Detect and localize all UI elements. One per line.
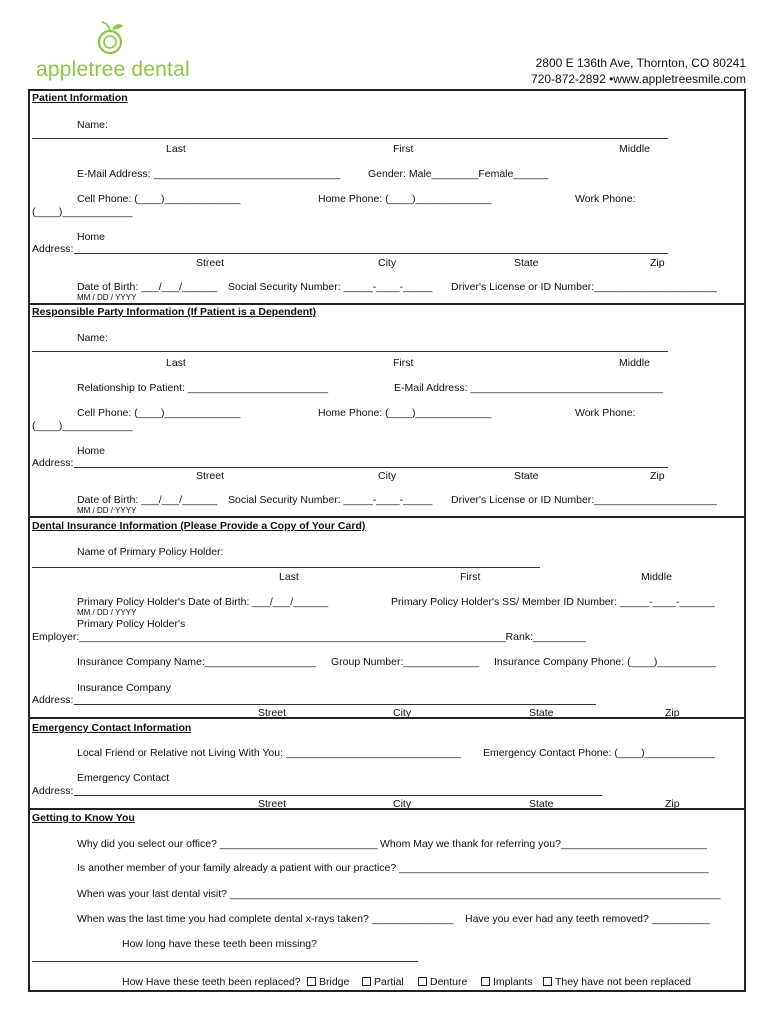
email-field[interactable]: E-Mail Address: ________________________________ (77, 168, 341, 180)
section-title-patient: Patient Information (32, 92, 128, 104)
insurance-phone-field[interactable]: Insurance Company Phone: (____)__________ (494, 656, 716, 668)
address-label: Address: (32, 243, 74, 255)
street-caption: Street (258, 798, 287, 810)
ssn-field[interactable]: Social Security Number: _____-____-_____ (228, 281, 433, 293)
zip-caption: Zip (665, 798, 680, 810)
holder-employer-label: Primary Policy Holder's (77, 618, 186, 630)
checkbox-icon[interactable] (362, 977, 371, 986)
city-caption: City (378, 470, 397, 482)
relationship-field[interactable]: Relationship to Patient: ________________________ (77, 382, 329, 394)
state-caption: State (529, 798, 554, 810)
why-office-field[interactable]: Why did you select our office? ___________________________ (77, 838, 378, 850)
emergency-contact-label: Emergency Contact (77, 772, 170, 784)
replaced-label: How Have these teeth been replaced? (122, 976, 301, 988)
employer-rank-field[interactable]: Employer:_________________________________________________________________________Rank:_________ (32, 631, 586, 643)
referral-field[interactable]: Whom May we thank for referring you?_________________________ (380, 838, 707, 850)
checkbox-icon[interactable] (543, 977, 552, 986)
checkbox-icon[interactable] (418, 977, 427, 986)
family-patient-field[interactable]: Is another member of your family already a patient with our practice? _____________________________________________________ (77, 862, 709, 874)
getting-section (28, 808, 746, 992)
teeth-removed-field[interactable]: Have you ever had any teeth removed? __________ (465, 913, 711, 925)
logo-text: appletree dental (36, 58, 190, 81)
license-field[interactable]: Driver's License or ID Number:_____________________ (451, 281, 717, 293)
primary-holder-field[interactable] (32, 567, 540, 568)
address-field[interactable] (74, 467, 668, 468)
first-caption: First (393, 143, 414, 155)
zip-caption: Zip (665, 707, 680, 719)
middle-caption: Middle (619, 357, 650, 369)
name-label: Name: (77, 332, 108, 344)
address-field[interactable] (74, 253, 668, 254)
email-field[interactable]: E-Mail Address: _________________________________ (394, 382, 664, 394)
group-number-field[interactable]: Group Number:_____________ (331, 656, 480, 668)
insurance-company-label: Insurance Company (77, 682, 171, 694)
clinic-address: 2800 E 136th Ave, Thornton, CO 80241 (535, 56, 746, 70)
home-label: Home (77, 445, 106, 457)
option-label: Implants (493, 976, 533, 988)
first-caption: First (393, 357, 414, 369)
option-bridge[interactable] (307, 976, 349, 988)
holder-dob-field[interactable]: Primary Policy Holder's Date of Birth: ___/___/______ (77, 596, 329, 608)
teeth-missing-label: How long have these teeth been missing? (122, 938, 317, 950)
dob-format-hint: MM / DD / YYYY (77, 293, 137, 302)
dob-format-hint: MM / DD / YYYY (77, 506, 137, 515)
home-label: Home (77, 231, 106, 243)
option-label: Partial (374, 976, 404, 988)
option-implants[interactable] (481, 976, 533, 988)
home-phone-field[interactable]: Home Phone: (____)_____________ (318, 193, 492, 205)
option-not-replaced[interactable] (543, 976, 691, 988)
teeth-missing-field[interactable] (32, 961, 418, 962)
section-title-insurance: Dental Insurance Information (Please Provide a Copy of Your Card) (32, 520, 366, 532)
home-phone-field[interactable]: Home Phone: (____)_____________ (318, 407, 492, 419)
middle-caption: Middle (641, 571, 672, 583)
option-denture[interactable] (418, 976, 467, 988)
address-field[interactable] (74, 795, 602, 796)
primary-holder-label: Name of Primary Policy Holder: (77, 546, 224, 558)
checkbox-icon[interactable] (481, 977, 490, 986)
work-phone-label: Work Phone: (575, 193, 636, 205)
work-phone-field[interactable]: (____)____________ (32, 420, 133, 432)
name-label: Name: (77, 119, 108, 131)
work-phone-field[interactable]: (____)____________ (32, 206, 133, 218)
option-partial[interactable] (362, 976, 404, 988)
apple-logo-icon (92, 20, 128, 56)
ssn-field[interactable]: Social Security Number: _____-____-_____ (228, 494, 433, 506)
zip-caption: Zip (650, 470, 665, 482)
emergency-phone-field[interactable]: Emergency Contact Phone: (____)____________ (483, 747, 715, 759)
xrays-field[interactable]: When was the last time you had complete dental x-rays taken? ______________ (77, 913, 454, 925)
cell-phone-field[interactable]: Cell Phone: (____)_____________ (77, 193, 241, 205)
option-label: Bridge (319, 976, 350, 988)
last-caption: Last (279, 571, 299, 583)
city-caption: City (393, 707, 412, 719)
zip-caption: Zip (650, 257, 665, 269)
state-caption: State (514, 470, 539, 482)
holder-id-field[interactable]: Primary Policy Holder's SS/ Member ID Number: _____-____-______ (391, 596, 715, 608)
checkbox-icon[interactable] (307, 977, 316, 986)
city-caption: City (378, 257, 397, 269)
gender-field[interactable]: Gender: Male________Female______ (368, 168, 549, 180)
last-visit-field[interactable]: When was your last dental visit? ____________________________________________________________________________________ (77, 888, 721, 900)
street-caption: Street (196, 470, 225, 482)
address-label: Address: (32, 694, 74, 706)
street-caption: Street (258, 707, 287, 719)
first-caption: First (460, 571, 481, 583)
section-title-getting: Getting to Know You (32, 812, 135, 824)
address-field[interactable] (74, 704, 596, 705)
cell-phone-field[interactable]: Cell Phone: (____)_____________ (77, 407, 241, 419)
dob-field[interactable]: Date of Birth: ___/___/______ (77, 494, 218, 506)
name-field[interactable] (32, 351, 668, 352)
work-phone-label: Work Phone: (575, 407, 636, 419)
clinic-contact: 720-872-2892 •www.appletreesmile.com (531, 72, 746, 86)
city-caption: City (393, 798, 412, 810)
address-label: Address: (32, 785, 74, 797)
insurance-name-field[interactable]: Insurance Company Name:___________________ (77, 656, 316, 668)
state-caption: State (514, 257, 539, 269)
option-label: They have not been replaced (555, 976, 692, 988)
name-field[interactable] (32, 138, 668, 139)
license-field[interactable]: Driver's License or ID Number:_____________________ (451, 494, 717, 506)
middle-caption: Middle (619, 143, 650, 155)
last-caption: Last (166, 357, 186, 369)
section-title-responsible: Responsible Party Information (If Patient is a Dependent) (32, 306, 317, 318)
dob-field[interactable]: Date of Birth: ___/___/______ (77, 281, 218, 293)
address-label: Address: (32, 457, 74, 469)
section-title-emergency: Emergency Contact Information (32, 722, 192, 734)
local-friend-field[interactable]: Local Friend or Relative not Living With You: ______________________________ (77, 747, 462, 759)
dob-format-hint: MM / DD / YYYY (77, 608, 137, 617)
state-caption: State (529, 707, 554, 719)
option-label: Denture (430, 976, 468, 988)
last-caption: Last (166, 143, 186, 155)
street-caption: Street (196, 257, 225, 269)
